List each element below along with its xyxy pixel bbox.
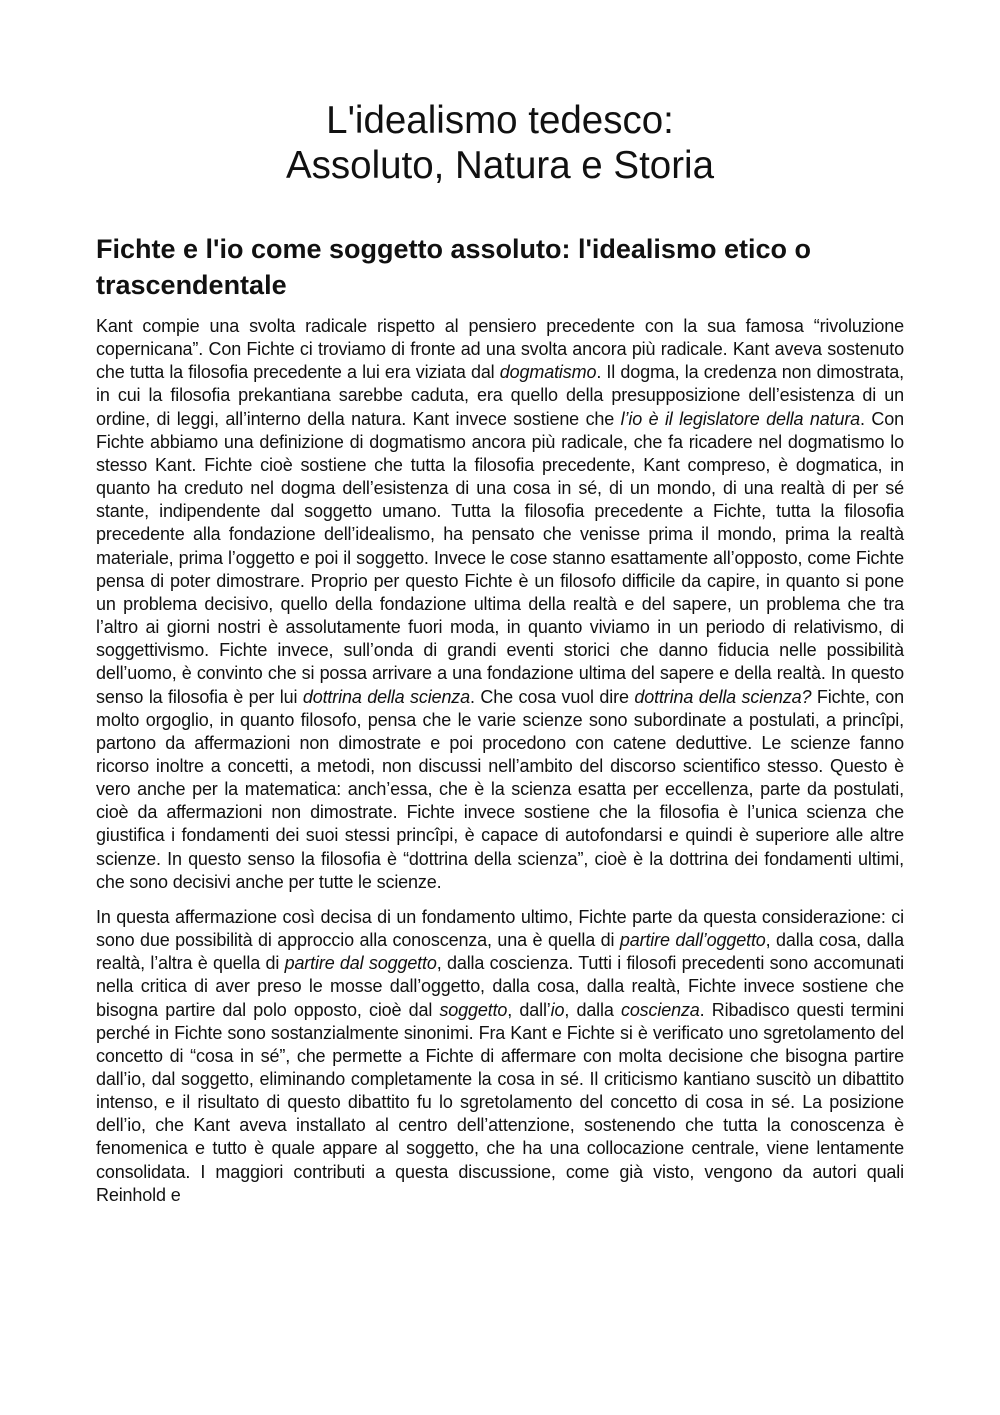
text-run: Kant compie una svolta radicale rispetto al pensiero precedente con la sua famosa “rivoluzione copernicana”. Con Fichte ci troviamo di fronte ad una svolta ancora più radicale. Kant aveva sostenuto che tutta la filosofia precedente a lui era viziata dal [96,316,904,383]
text-run: In questa affermazione così decisa di un fondamento ultimo, Fichte parte da questa considerazione: ci sono due possibilità di approccio alla conoscenza, una è quella di [96,906,904,951]
italic-text: partire dall’oggetto [619,930,766,951]
text-run: . Che cosa vuol dire [470,686,635,707]
title-line-2: Assoluto, Natura e Storia [286,144,714,187]
section-heading: Fichte e l'io come soggetto assoluto: l'idealismo etico o trascendentale [96,234,811,300]
text-run: , dalla coscienza. Tutti i filosofi precedenti sono accomunati nella critica di aver preso le mosse dall’oggetto, dalla cosa, dalla realtà, Fichte invece sostiene che bisogna partire dal polo opposto, cioè dal [96,953,904,1020]
document-title [96,98,904,188]
title-line-1: L'idealismo tedesco: [326,99,674,142]
italic-text: io [550,999,565,1020]
text-run: , dalla [564,999,621,1020]
italic-text: l’io è il legislatore della natura [620,408,861,429]
paragraph [96,906,904,1207]
italic-text: dogmatismo [499,362,597,383]
document-page [96,0,904,1207]
text-run: . Il dogma, la credenza non dimostrata, in cui la filosofia prekantiana sarebbe caduta, era quello della presupposizione dell’esistenza di un ordine, di leggi, all’interno della natura. Kant invece sostiene che [96,362,905,429]
italic-text: coscienza [620,999,700,1020]
italic-text: dottrina della scienza [302,686,471,707]
body-text [96,315,904,1207]
text-run: , dalla cosa, dalla realtà, l’altra è quella di [96,930,904,974]
italic-text: dottrina della scienza? [634,686,812,707]
text-run: , dall’ [507,999,551,1020]
paragraph [96,315,904,894]
text-run: . Con Fichte abbiamo una definizione di dogmatismo ancora più radicale, che fa ricadere nel dogmatismo lo stesso Kant. Fichte cioè sostiene che tutta la filosofia precedente, Kant compreso, è dogmatica, in quanto ha creduto nel dogma dell’esistenza di una cosa in sé, di un mondo, di una realtà di per sé stante, indipendente dal soggetto umano. Tutta la filosofia precedente a Fichte, tutta la filosofia precedente alla fondazione dell’idealismo, ha pensato che venisse prima il mondo, prima la realtà materiale, prima l’oggetto e poi il soggetto. Invece le cose stanno esattamente all’opposto, come Fichte pensa di poter dimostrare. Proprio per questo Fichte è un filosofo difficile da capire, in quanto si pone un problema decisivo, quello della fondazione ultima della realtà e del sapere, un problema che tra l’altro ai giorni nostri è assolutamente fuori moda, in quanto viviamo in un periodo di relativismo, di soggettivismo. Fichte invece, sull’onda di grandi eventi storici che danno fiducia nelle possibilità dell’uomo, è convinto che si possa arrivare a una fondazione ultima del sapere e della realtà. In questo senso la filosofia è per lui [96,408,904,707]
italic-text: soggetto [439,999,508,1020]
italic-text: partire dal soggetto [284,953,437,974]
text-run: Fichte, con molto orgoglio, in quanto filosofo, pensa che le varie scienze sono subordinate a postulati, a princîpi, partono da affermazioni non dimostrate e poi procedono con catene deduttive. Le scienze fanno ricorso inoltre a concetti, a metodi, non discussi nell’ambito del discorso scientifico stesso. Questo è vero anche per la matematica: anch’essa, che è la scienza esatta per eccellenza, parte da postulati, cioè da affermazioni non dimostrate. Fichte invece sostiene che la filosofia è l’unica scienza che giustifica i fondamenti dei suoi stessi princîpi, è capace di autofondarsi e quindi è superiore alle altre scienze. In questo senso la filosofia è “dottrina della scienza”, cioè è la dottrina dei fondamenti ultimi, che sono decisivi anche per tutte le scienze. [96,686,905,892]
text-run: . Ribadisco questi termini perché in Fichte sono sostanzialmente sinonimi. Fra Kant e Fichte si è verificato uno sgretolamento del concetto di “cosa in sé”, che permette a Fichte di affermare con molta decisione che bisogna partire dall’io, dal soggetto, eliminando completamente la cosa in sé. Il criticismo kantiano suscitò un dibattito intenso, e il risultato di questo dibattito fu lo sgretolamento del concetto di cosa in sé. La posizione dell’io, che Kant aveva installato al centro dell’attenzione, sostenendo che tutta la conoscenza è fenomenica e tutto è quale appare al soggetto, che ha una collocazione centrale, viene lentamente consolidata. I maggiori contributi a questa discussione, come già visto, vengono da autori quali Reinhold e [96,999,904,1205]
